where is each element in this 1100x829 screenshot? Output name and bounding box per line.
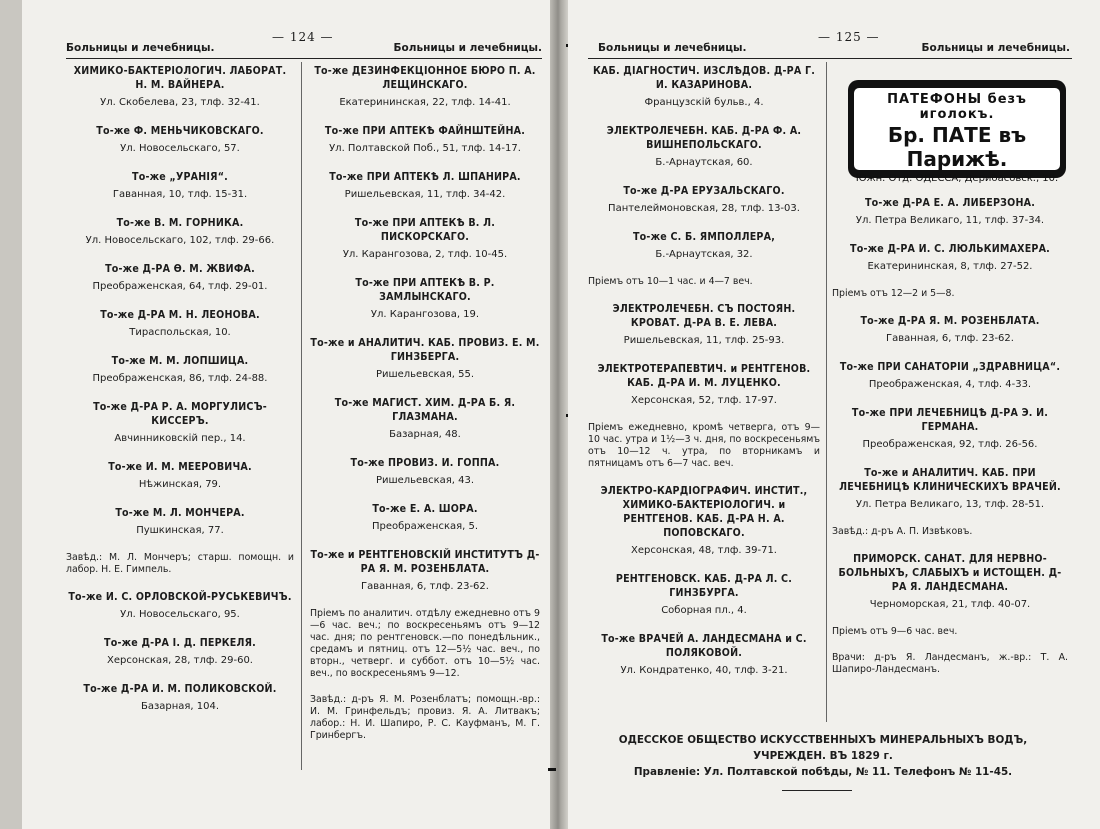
entry-heading: То-же ПРИ АПТЕКѢ ФАЙНШТЕЙНА. bbox=[324, 125, 526, 137]
directory-entry bbox=[66, 682, 294, 713]
running-head-right: Больницы и лечебницы. bbox=[921, 42, 1070, 54]
right-page-column-1 bbox=[588, 64, 820, 692]
entry-heading: То-же Д-РА Я. М. РОЗЕНБЛАТА. bbox=[860, 315, 1040, 327]
ad-line-2: Бр. ПАТЕ въ Парижѣ. bbox=[887, 123, 1027, 171]
running-head-left: Больницы и лечебницы. bbox=[598, 42, 747, 54]
directory-entry bbox=[66, 636, 294, 667]
entry-heading: То-же МАГИСТ. ХИМ. Д-РА Б. Я. ГЛАЗМАНА. bbox=[334, 397, 516, 423]
directory-entry bbox=[66, 506, 294, 537]
entry-note: Врачи: д-ръ Я. Ландесманъ, ж.-вр.: Т. А. Шапиро-Ландесманъ. bbox=[832, 652, 1068, 675]
entry-heading: То-же С. Б. ЯМПОЛЛЕРА, bbox=[632, 231, 776, 243]
column-divider bbox=[826, 62, 827, 722]
directory-entry bbox=[310, 216, 540, 261]
entry-heading: То-же ПРИ АПТЕКѢ В. Р. ЗАМЛЫНСКАГО. bbox=[355, 277, 495, 303]
directory-entry bbox=[310, 396, 540, 441]
left-page-column-2 bbox=[310, 64, 540, 756]
entry-note: Завѣд.: М. Л. Мончеръ; старш. помощн. и лабор. Н. Е. Гимпель. bbox=[66, 552, 294, 575]
directory-entry bbox=[310, 336, 540, 381]
entry-heading: То-же Д-РА Е. А. ЛИБЕРЗОНА. bbox=[864, 197, 1036, 209]
entry-heading: То-же Д-РА И. С. ЛЮЛЬКИМАХЕРА. bbox=[850, 243, 1050, 255]
entry-heading: То-же В. М. ГОРНИКА. bbox=[116, 217, 244, 229]
column-divider bbox=[301, 62, 302, 770]
entry-heading: То-же Д-РА И. М. ПОЛИКОВСКОЙ. bbox=[83, 683, 277, 695]
entry-heading: То-же М. М. ЛОПШИЦА. bbox=[111, 355, 249, 367]
entry-address: Преображенская, 5. bbox=[371, 521, 479, 532]
directory-entry bbox=[310, 502, 540, 533]
entry-note: Завѣд.: д-ръ Я. М. Розенблатъ; помощн.-вр.: И. М. Гринфельдъ; провиз. Я. А. Литвакъ; лабор.: Н. И. Шапиро, Р. С. Кауфманъ, М. Г. Гринбергъ. bbox=[310, 694, 540, 741]
directory-entry bbox=[588, 362, 820, 407]
notice-line-2: Правленіе: Ул. Полтавской побѣды, № 11. Телефонъ № 11-45. bbox=[633, 766, 1013, 778]
notice-line-1: ОДЕССКОЕ ОБЩЕСТВО ИСКУССТВЕННЫХЪ МИНЕРАЛЬНЫХЪ ВОДЪ, УЧРЕЖДЕН. ВЪ 1829 г. bbox=[618, 734, 1028, 762]
running-head-right: Больницы и лечебницы. bbox=[393, 42, 542, 54]
entry-heading: То-же ПРИ АПТЕКѢ В. Л. ПИСКОРСКАГО. bbox=[354, 217, 496, 243]
entry-address: Екатерининская, 8, тлф. 27-52. bbox=[867, 261, 1033, 272]
directory-entry bbox=[832, 196, 1068, 227]
header-rule bbox=[66, 58, 542, 59]
entry-address: Базарная, 104. bbox=[140, 701, 220, 712]
closing-rule bbox=[782, 790, 852, 791]
directory-entry bbox=[66, 460, 294, 491]
entry-address: Гаванная, 10, тлф. 15-31. bbox=[112, 189, 248, 200]
directory-entry bbox=[588, 632, 820, 677]
entry-address: Черноморская, 21, тлф. 40-07. bbox=[869, 599, 1031, 610]
entry-address: Ул. Новосельскаго, 102, тлф. 29-66. bbox=[85, 235, 275, 246]
entry-heading: То-же Д-РА Р. А. МОРГУЛИСЪ-КИССЕРЪ. bbox=[93, 401, 267, 427]
entry-address: Херсонская, 28, тлф. 29-60. bbox=[107, 655, 253, 666]
entry-address: Гаванная, 6, тлф. 23-62. bbox=[886, 333, 1014, 344]
entry-heading: То-же „УРАНІЯ“. bbox=[132, 171, 228, 183]
entry-heading: То-же ДЕЗИНФЕКЦІОННОЕ БЮРО П. А. ЛЕЩИНСКАГО. bbox=[314, 65, 536, 91]
entry-heading: То-же М. Л. МОНЧЕРА. bbox=[115, 507, 245, 519]
entry-address: Ул. Карангозова, 19. bbox=[370, 309, 480, 320]
entry-heading: То-же Д-РА М. Н. ЛЕОНОВА. bbox=[100, 309, 260, 321]
directory-entry bbox=[66, 262, 294, 293]
entry-address: Б.-Арнаутская, 60. bbox=[655, 157, 753, 168]
entry-note: Пріемъ по аналитич. отдѣлу ежедневно отъ 9—6 час. веч.; по воскресеньямъ отъ 9—12 час. дня; по рентгеновск.—по понедѣльник., средамъ и пятниц. отъ 12—5½ час. веч., по вторн., четверг. и суббот. отъ 10—5½ час. веч., по воскресеньямъ 9—12. bbox=[310, 608, 540, 679]
directory-entry bbox=[832, 552, 1068, 611]
entry-address: Ул. Полтавской Поб., 51, тлф. 14-17. bbox=[329, 143, 521, 154]
entry-address: Пушкинская, 77. bbox=[136, 525, 224, 536]
entry-heading: ЭЛЕКТРОТЕРАПЕВТИЧ. и РЕНТГЕНОВ. КАБ. Д-РА И. М. ЛУЦЕНКО. bbox=[597, 363, 811, 389]
entry-heading: ЭЛЕКТРО-КАРДІОГРАФИЧ. ИНСТИТ., ХИМИКО-БАКТЕРІОЛОГИЧ. и РЕНТГЕНОВ. КАБ. Д-РА Н. А. ПОПОВСКАГО. bbox=[600, 485, 808, 539]
entry-address: Французскій бульв., 4. bbox=[644, 97, 764, 108]
directory-entry bbox=[66, 354, 294, 385]
entry-address: Преображенская, 92, тлф. 26-56. bbox=[862, 439, 1038, 450]
left-page bbox=[22, 0, 550, 829]
page-number: — 125 — bbox=[818, 30, 880, 44]
entry-address: Пантелеймоновская, 28, тлф. 13-03. bbox=[608, 203, 800, 214]
entry-address: Ул. Петра Великаго, 11, тлф. 37-34. bbox=[855, 215, 1045, 226]
entry-note: Завѣд.: д-ръ А. П. Извѣковъ. bbox=[832, 526, 973, 537]
entry-address: Нѣжинская, 79. bbox=[138, 479, 222, 490]
entry-address: Ришельевская, 11, тлф. 25-93. bbox=[623, 335, 785, 346]
entry-address: Соборная пл., 4. bbox=[661, 605, 747, 616]
entry-note: Пріемъ отъ 10—1 час. и 4—7 веч. bbox=[588, 276, 753, 287]
directory-entry bbox=[66, 170, 294, 201]
directory-entry bbox=[832, 406, 1068, 451]
entry-heading: То-же ПРИ САНАТОРІИ „ЗДРАВНИЦА“. bbox=[839, 361, 1061, 373]
directory-entry bbox=[66, 400, 294, 445]
left-page-column-1 bbox=[66, 64, 294, 728]
entry-address: Ришельевская, 43. bbox=[375, 475, 475, 486]
mineral-water-society-notice bbox=[588, 732, 1058, 780]
entry-heading: То-же ПРИ АПТЕКѢ Л. ШПАНИРА. bbox=[329, 171, 521, 183]
directory-entry bbox=[588, 572, 820, 617]
entry-address: Преображенская, 86, тлф. 24-88. bbox=[92, 373, 268, 384]
entry-address: Екатерининская, 22, тлф. 14-41. bbox=[339, 97, 511, 108]
entry-address: Херсонская, 52, тлф. 17-97. bbox=[631, 395, 777, 406]
entry-heading: ПРИМОРСК. САНАТ. ДЛЯ НЕРВНО-БОЛЬНЫХЪ, СЛАБЫХЪ и ИСТОЩЕН. Д-РА Я. ЛАНДЕСМАНА. bbox=[838, 553, 1062, 593]
right-page-column-2 bbox=[832, 196, 1068, 690]
directory-entry bbox=[588, 64, 820, 109]
entry-heading: То-же и АНАЛИТИЧ. КАБ. ПРОВИЗ. Е. М. ГИНЗБЕРГА. bbox=[310, 337, 540, 363]
entry-address: Преображенская, 4, тлф. 4-33. bbox=[868, 379, 1032, 390]
entry-heading: РЕНТГЕНОВСК. КАБ. Д-РА Л. С. ГИНЗБУРГА. bbox=[615, 573, 793, 599]
directory-entry bbox=[310, 124, 540, 155]
entry-heading: То-же Е. А. ШОРА. bbox=[372, 503, 478, 515]
ad-line-1: ПАТЕФОНЫ безъ иголокъ. bbox=[887, 92, 1027, 122]
ad-line-3: Южн. Отд. ОДЕССА, Дерибасовск., 10. bbox=[855, 173, 1059, 184]
directory-entry bbox=[310, 456, 540, 487]
entry-address: Тираспольская, 10. bbox=[129, 327, 231, 338]
directory-entry bbox=[66, 308, 294, 339]
directory-entry bbox=[66, 216, 294, 247]
directory-entry bbox=[66, 64, 294, 109]
directory-entry bbox=[66, 590, 294, 621]
entry-heading: То-же И. М. МЕЕРОВИЧА. bbox=[108, 461, 252, 473]
entry-heading: То-же ПРОВИЗ. И. ГОППА. bbox=[350, 457, 500, 469]
entry-address: Базарная, 48. bbox=[389, 429, 461, 440]
entry-heading: То-же и РЕНТГЕНОВСКІЙ ИНСТИТУТЪ Д-РА Я. М. РОЗЕНБЛАТА. bbox=[310, 549, 540, 575]
entry-heading: То-же Д-РА ЕРУЗАЛЬСКАГО. bbox=[623, 185, 785, 197]
directory-entry bbox=[66, 124, 294, 155]
entry-address: Херсонская, 48, тлф. 39-71. bbox=[631, 545, 777, 556]
entry-address: Гаванная, 6, тлф. 23-62. bbox=[361, 581, 489, 592]
entry-heading: ХИМИКО-БАКТЕРІОЛОГИЧ. ЛАБОРАТ. Н. М. ВАЙНЕРА. bbox=[73, 65, 287, 91]
entry-note: Пріемъ отъ 12—2 и 5—8. bbox=[832, 288, 955, 299]
entry-heading: КАБ. ДІАГНОСТИЧ. ИЗСЛѢДОВ. Д-РА Г. И. КАЗАРИНОВА. bbox=[592, 65, 816, 91]
entry-heading: То-же Д-РА Ѳ. М. ЖВИФА. bbox=[105, 263, 255, 275]
directory-entry bbox=[588, 230, 820, 261]
directory-entry bbox=[310, 170, 540, 201]
entry-address: Ул. Карангозова, 2, тлф. 10-45. bbox=[342, 249, 508, 260]
directory-entry bbox=[310, 276, 540, 321]
entry-heading: ЭЛЕКТРОЛЕЧЕБН. КАБ. Д-РА Ф. А. ВИШНЕПОЛЬСКАГО. bbox=[606, 125, 802, 151]
entry-heading: То-же Д-РА І. Д. ПЕРКЕЛЯ. bbox=[104, 637, 256, 649]
directory-entry bbox=[832, 242, 1068, 273]
entry-heading: То-же Ф. МЕНЬЧИКОВСКАГО. bbox=[96, 125, 264, 137]
entry-address: Ул. Петра Великаго, 13, тлф. 28-51. bbox=[855, 499, 1045, 510]
pathe-advertisement bbox=[848, 80, 1066, 184]
directory-entry bbox=[588, 184, 820, 215]
entry-heading: То-же ВРАЧЕЙ А. ЛАНДЕСМАНА и С. ПОЛЯКОВОЙ. bbox=[601, 633, 807, 659]
directory-entry bbox=[832, 314, 1068, 345]
entry-address: Ул. Новосельскаго, 95. bbox=[120, 609, 240, 620]
directory-entry bbox=[588, 302, 820, 347]
running-head-left: Больницы и лечебницы. bbox=[66, 42, 215, 54]
entry-note: Пріемъ отъ 9—6 час. веч. bbox=[832, 626, 958, 637]
directory-entry bbox=[588, 124, 820, 169]
entry-address: Ул. Скобелева, 23, тлф. 32-41. bbox=[100, 97, 260, 108]
entry-address: Ул. Кондратенко, 40, тлф. 3-21. bbox=[620, 665, 788, 676]
entry-address: Авчинниковскій пер., 14. bbox=[114, 433, 246, 444]
entry-address: Ришельевская, 11, тлф. 34-42. bbox=[344, 189, 506, 200]
entry-heading: То-же и АНАЛИТИЧ. КАБ. ПРИ ЛЕЧЕБНИЦѢ КЛИНИЧЕСКИХЪ ВРАЧЕЙ. bbox=[839, 467, 1061, 493]
entry-address: Ул. Новосельскаго, 57. bbox=[120, 143, 240, 154]
entry-heading: То-же И. С. ОРЛОВСКОЙ-РУСЬКЕВИЧЪ. bbox=[68, 591, 292, 603]
gutter-mark bbox=[548, 768, 556, 771]
left-edge bbox=[0, 0, 22, 829]
directory-entry bbox=[310, 548, 540, 593]
directory-entry bbox=[832, 466, 1068, 511]
directory-entry bbox=[310, 64, 540, 109]
page-number: — 124 — bbox=[272, 30, 334, 44]
header-rule bbox=[588, 58, 1072, 59]
entry-heading: ЭЛЕКТРОЛЕЧЕБН. СЪ ПОСТОЯН. КРОВАТ. Д-РА В. Е. ЛЕВА. bbox=[612, 303, 796, 329]
entry-address: Б.-Арнаутская, 32. bbox=[655, 249, 753, 260]
directory-entry bbox=[832, 360, 1068, 391]
directory-entry bbox=[588, 484, 820, 557]
entry-note: Пріемъ ежедневно, кромѣ четверга, отъ 9—10 час. утра и 1½—3 ч. дня, по воскресеньямъ отъ 10—12 ч. утра, по вторникамъ и пятницамъ отъ 6—7 час. веч. bbox=[588, 422, 820, 469]
entry-address: Преображенская, 64, тлф. 29-01. bbox=[92, 281, 268, 292]
entry-address: Ришельевская, 55. bbox=[375, 369, 475, 380]
entry-heading: То-же ПРИ ЛЕЧЕБНИЦѢ Д-РА Э. И. ГЕРМАНА. bbox=[851, 407, 1049, 433]
